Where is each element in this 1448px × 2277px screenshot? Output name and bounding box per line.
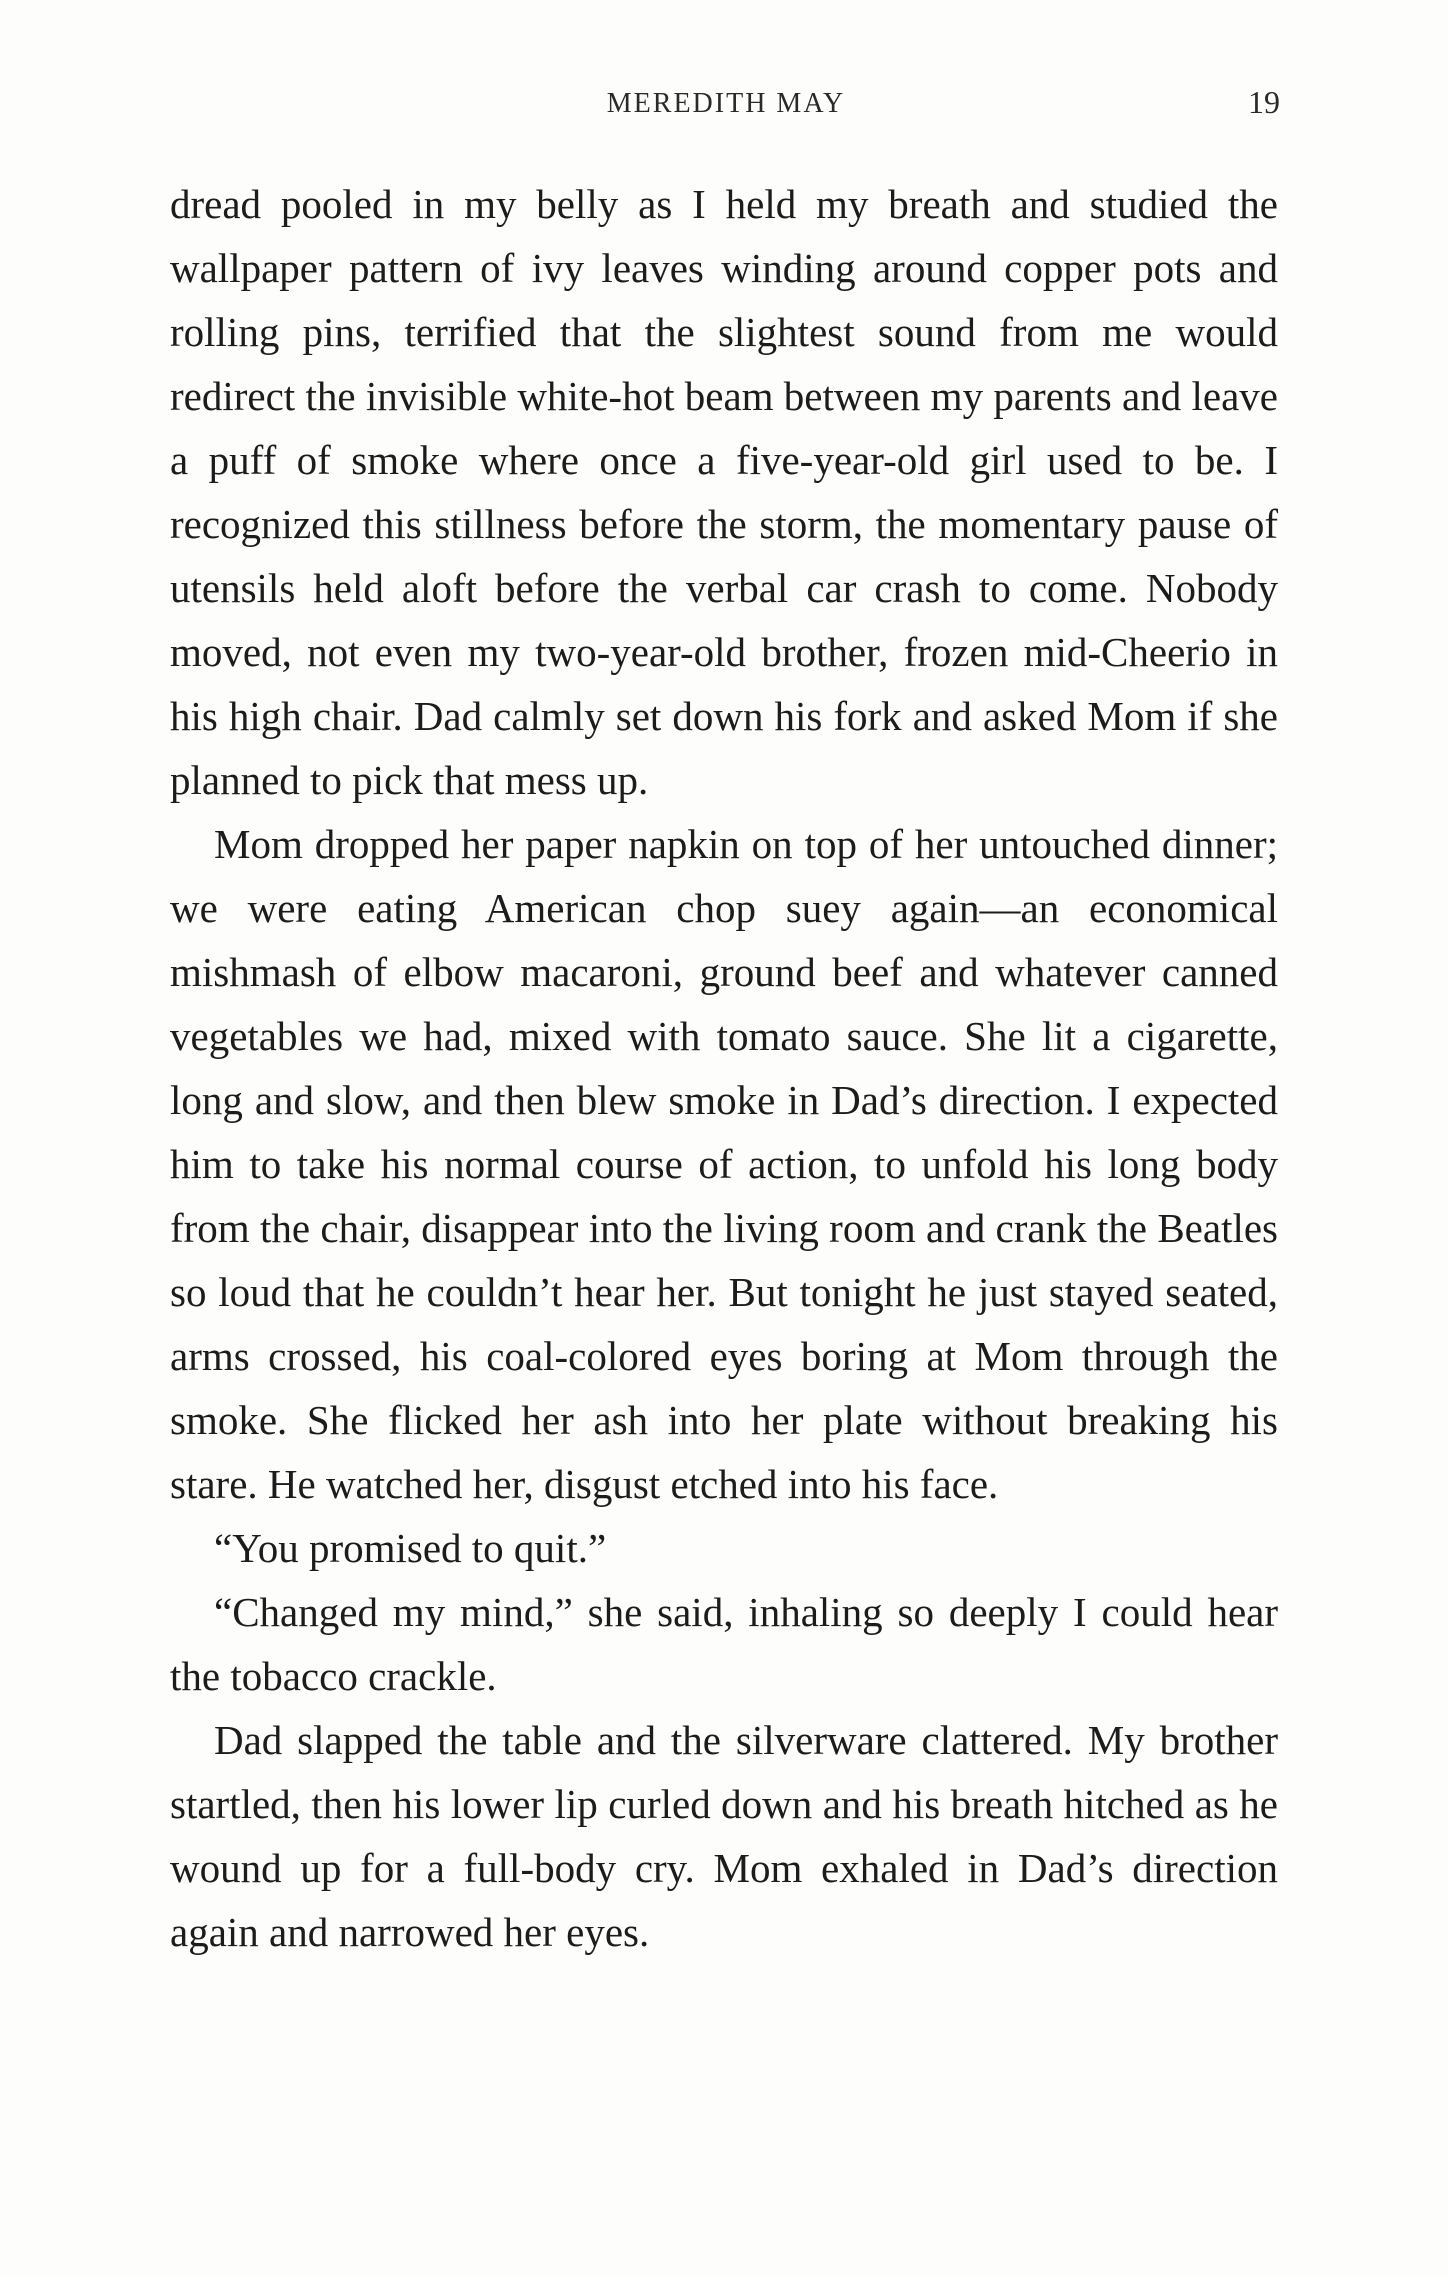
running-title: MEREDITH MAY [606, 88, 846, 119]
paragraph-1: dread pooled in my belly as I held my breath and studied the wallpaper pattern of ivy leaves winding around copper pots and rolling pins, terrified that the slightest sound from me would redirect the invisible white-hot beam between my parents and leave a puff of smoke where once a five-year-old girl used to be. I recognized this stillness before the storm, the momentary pause of utensils held aloft before the verbal car crash to come. Nobody moved, not even my two-year-old brother, frozen mid-Cheerio in his high chair. Dad calmly set down his fork and asked Mom if she planned to pick that mess up. [170, 181, 1278, 803]
paragraph-5: Dad slapped the table and the silverware clattered. My brother startled, then his lower lip curled down and his breath hitched as he wound up for a full-body cry. Mom exhaled in Dad’s direction again and narrowed her eyes. [170, 1717, 1278, 1955]
body-text [170, 172, 1278, 1964]
running-head [172, 84, 1280, 132]
paragraph-2: Mom dropped her paper napkin on top of her untouched dinner; we were eating American chop suey again—an economical mishmash of elbow macaroni, ground beef and whatever canned vegetables we had, mixed with tomato sauce. She lit a cigarette, long and slow, and then blew smoke in Dad’s direction. I expected him to take his normal course of action, to unfold his long body from the chair, disappear into the living room and crank the Beatles so loud that he couldn’t hear her. But tonight he just stayed seated, arms crossed, his coal-colored eyes boring at Mom through the smoke. She flicked her ash into her plate without breaking his stare. He watched her, disgust etched into his face. [170, 821, 1278, 1507]
page-number: 19 [1248, 84, 1280, 120]
paragraph-4: “Changed my mind,” she said, inhaling so deeply I could hear the tobacco crackle. [170, 1589, 1278, 1699]
paragraph-3: “You promised to quit.” [214, 1525, 607, 1571]
